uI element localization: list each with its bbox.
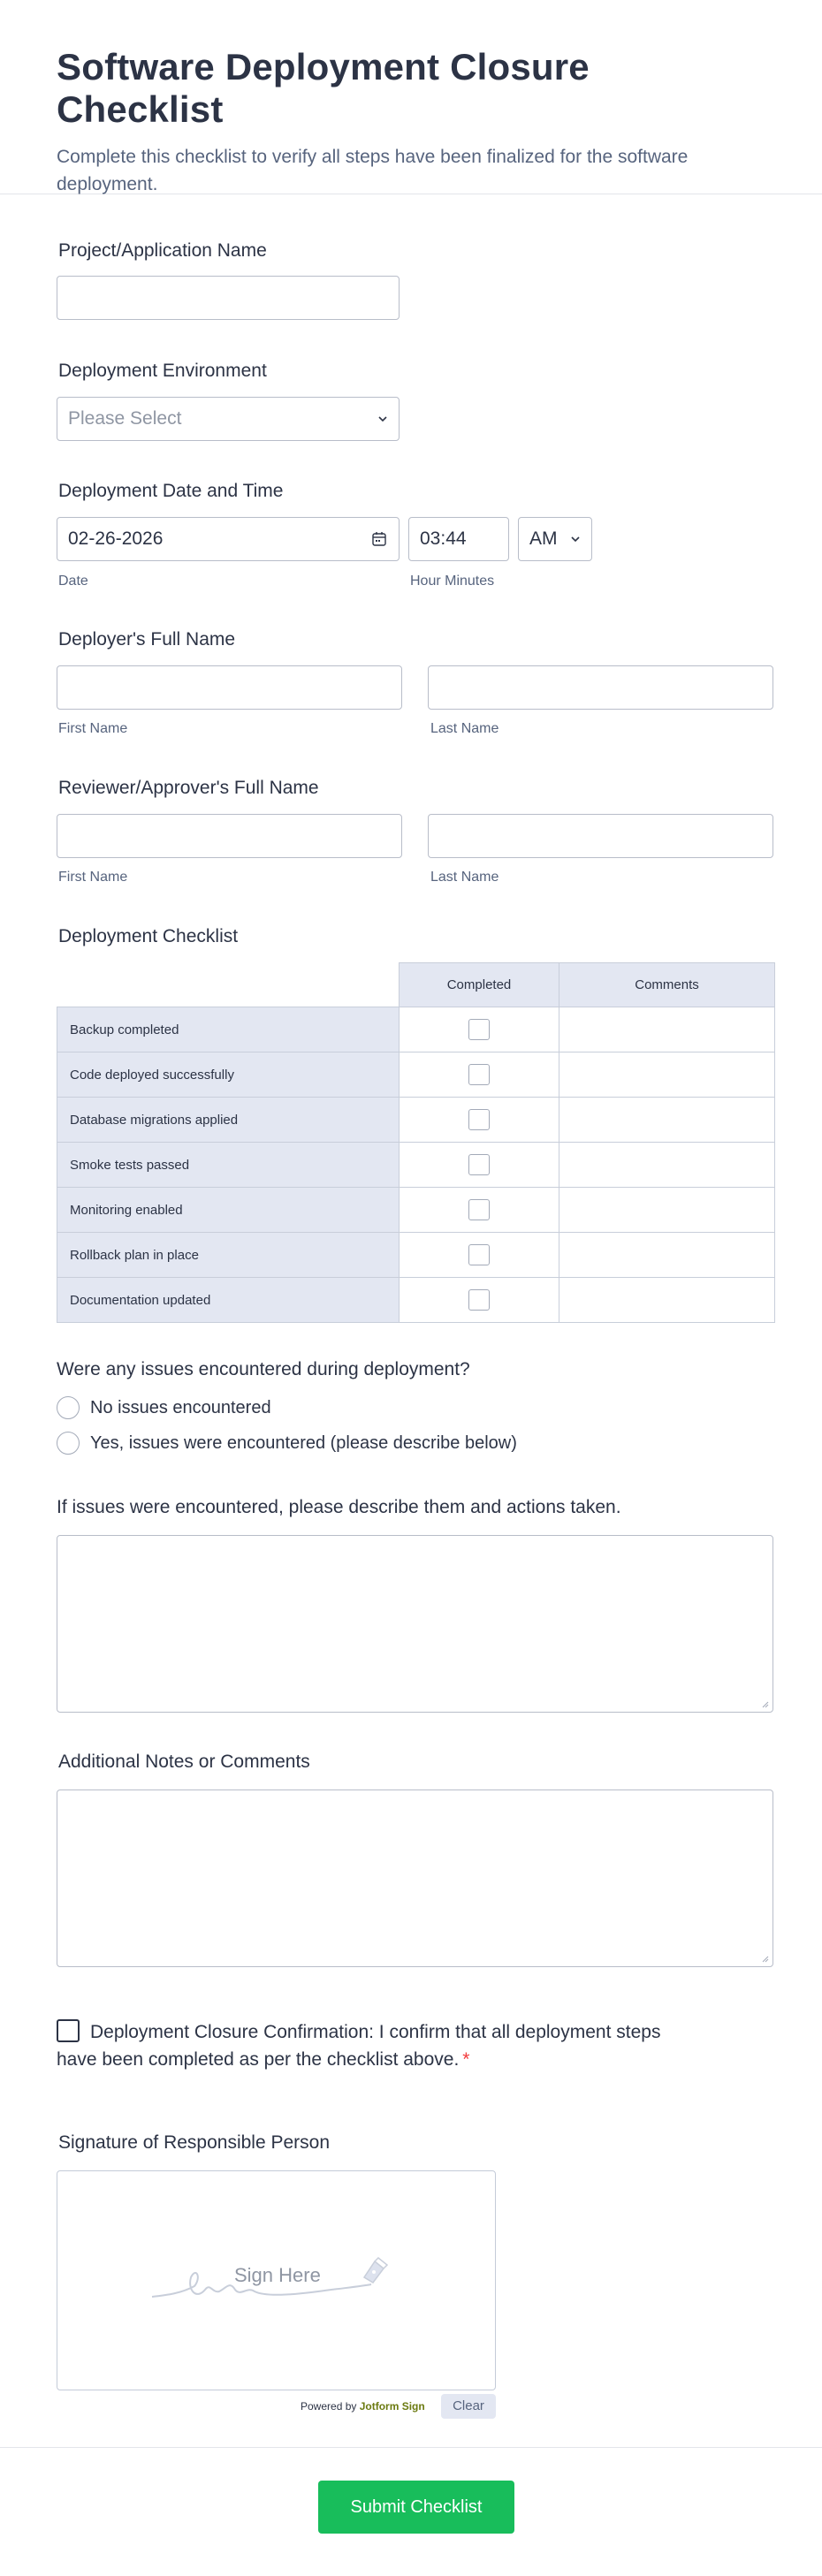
project-name-input[interactable] [57, 276, 400, 320]
confirmation-text: Deployment Closure Confirmation: I confirm that all deployment steps have been completed as per the checklist above. [57, 2022, 661, 2070]
page-title: Software Deployment Closure Checklist [57, 46, 590, 130]
radio-label: No issues encountered [90, 1397, 271, 1417]
matrix-header-completed: Completed [400, 963, 559, 1007]
table-row [57, 1278, 775, 1323]
comment-cell[interactable] [559, 1233, 775, 1278]
form-footer [0, 2447, 822, 2576]
submit-button[interactable]: Submit Checklist [318, 2481, 514, 2534]
comment-cell[interactable] [559, 1052, 775, 1098]
table-row [57, 1188, 775, 1233]
chevron-down-icon [570, 534, 581, 544]
powered-brand[interactable]: Jotform Sign [359, 2400, 425, 2413]
reviewer-label: Reviewer/Approver's Full Name [58, 778, 319, 798]
environment-label: Deployment Environment [58, 361, 267, 381]
resize-grip-icon[interactable] [760, 1699, 769, 1708]
confirmation-checkbox[interactable] [57, 2019, 80, 2042]
row-label-code-deployed: Code deployed successfully [57, 1052, 400, 1098]
matrix-corner [57, 963, 400, 1007]
checklist-matrix [57, 962, 775, 1323]
completed-checkbox[interactable] [468, 1109, 490, 1130]
environment-select[interactable] [57, 397, 400, 441]
table-row [57, 1052, 775, 1098]
completed-checkbox[interactable] [468, 1019, 490, 1040]
describe-textarea[interactable] [57, 1535, 773, 1713]
radio-option-yes-issues[interactable] [57, 1432, 517, 1455]
comment-cell[interactable] [559, 1007, 775, 1052]
comment-cell[interactable] [559, 1278, 775, 1323]
clear-signature-button[interactable]: Clear [441, 2394, 496, 2419]
powered-prefix: Powered by [301, 2400, 357, 2413]
issues-label: Were any issues encountered during deployment? [57, 1359, 470, 1379]
ampm-value: AM [529, 528, 558, 549]
checklist-label: Deployment Checklist [58, 926, 239, 946]
project-name-label: Project/Application Name [58, 240, 267, 261]
row-label-documentation: Documentation updated [57, 1278, 400, 1323]
powered-by [301, 2400, 425, 2413]
form-header [0, 0, 822, 194]
environment-placeholder: Please Select [68, 408, 182, 429]
date-value: 02-26-2026 [68, 528, 164, 549]
signature-pad[interactable] [57, 2170, 496, 2390]
radio-button[interactable] [57, 1432, 80, 1455]
row-label-rollback: Rollback plan in place [57, 1233, 400, 1278]
deployer-last-name-input[interactable] [428, 665, 773, 710]
notes-textarea[interactable] [57, 1790, 773, 1967]
row-label-backup: Backup completed [57, 1007, 400, 1052]
row-label-smoke-tests: Smoke tests passed [57, 1143, 400, 1188]
radio-option-no-issues[interactable] [57, 1396, 271, 1419]
table-row [57, 1098, 775, 1143]
completed-checkbox[interactable] [468, 1064, 490, 1085]
time-input[interactable] [408, 517, 509, 561]
radio-label: Yes, issues were encountered (please describe below) [90, 1432, 517, 1453]
resize-grip-icon[interactable] [760, 1954, 769, 1963]
deployer-label: Deployer's Full Name [58, 629, 236, 650]
date-sublabel: Date [58, 574, 88, 589]
completed-checkbox[interactable] [468, 1244, 490, 1265]
datetime-label: Deployment Date and Time [58, 481, 284, 501]
comment-cell[interactable] [559, 1098, 775, 1143]
deployer-first-name-input[interactable] [57, 665, 402, 710]
radio-button[interactable] [57, 1396, 80, 1419]
signature-placeholder: Sign Here [234, 2264, 321, 2286]
confirmation-field [57, 2018, 693, 2073]
signature-label: Signature of Responsible Person [58, 2132, 331, 2153]
chevron-down-icon [377, 414, 388, 424]
table-row [57, 1007, 775, 1052]
comment-cell[interactable] [559, 1143, 775, 1188]
deployer-first-sublabel: First Name [58, 721, 128, 736]
ampm-select[interactable] [518, 517, 592, 561]
matrix-header-comments: Comments [559, 963, 775, 1007]
table-row [57, 1143, 775, 1188]
notes-label: Additional Notes or Comments [58, 1752, 310, 1772]
reviewer-last-name-input[interactable] [428, 814, 773, 858]
table-row [57, 1233, 775, 1278]
page-subtitle: Complete this checklist to verify all steps have been finalized for the software deployment. [57, 147, 689, 194]
time-sublabel: Hour Minutes [410, 574, 495, 589]
completed-checkbox[interactable] [468, 1154, 490, 1175]
reviewer-last-sublabel: Last Name [430, 870, 499, 885]
reviewer-first-name-input[interactable] [57, 814, 402, 858]
describe-label: If issues were encountered, please describe them and actions taken. [57, 1497, 621, 1517]
row-label-db-migrations: Database migrations applied [57, 1098, 400, 1143]
time-value: 03:44 [420, 528, 467, 549]
deployer-last-sublabel: Last Name [430, 721, 499, 736]
reviewer-first-sublabel: First Name [58, 870, 128, 885]
calendar-icon[interactable] [370, 530, 388, 548]
comment-cell[interactable] [559, 1188, 775, 1233]
required-mark: * [462, 2049, 470, 2070]
date-input[interactable] [57, 517, 400, 561]
completed-checkbox[interactable] [468, 1199, 490, 1220]
row-label-monitoring: Monitoring enabled [57, 1188, 400, 1233]
completed-checkbox[interactable] [468, 1289, 490, 1311]
